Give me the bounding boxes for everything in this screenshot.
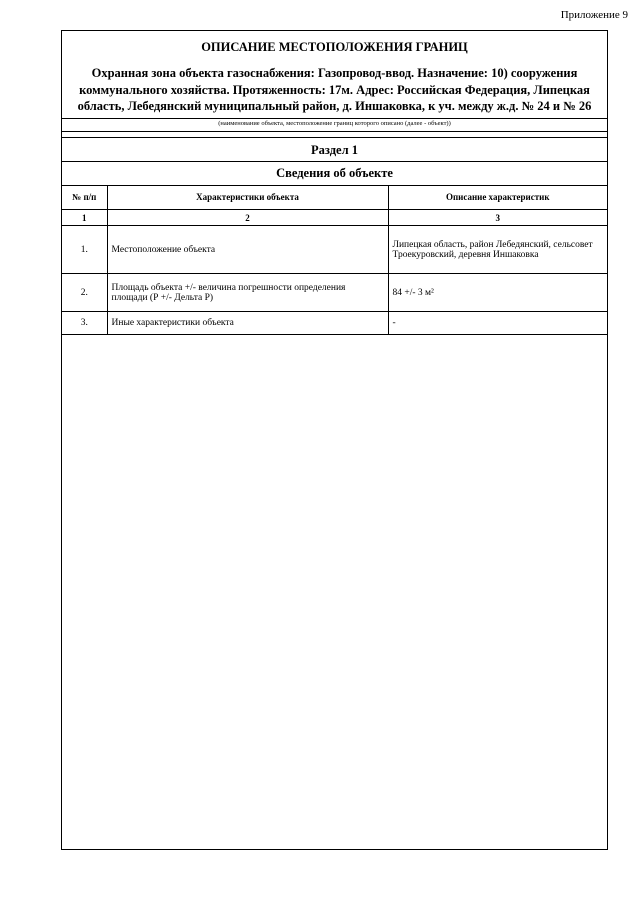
header-characteristic: Характеристики объекта — [107, 186, 388, 210]
row-characteristic: Площадь объекта +/- величина погрешности определения площади (Р +/- Дельта Р) — [107, 274, 388, 312]
object-subject: Охранная зона объекта газоснабжения: Газопровод-ввод. Назначение: 10) сооружения коммунального хозяйства. Протяженность: 17м. Адрес: Российская Федерация, Липецкая область, Лебедянский муниципальный район, д. Иншаковка, к уч. между ж.д. № 24 и № 26 — [77, 66, 592, 113]
table-row — [62, 226, 607, 274]
column-number: 1 — [62, 210, 107, 226]
row-num: 2. — [62, 274, 107, 312]
header-description: Описание характеристик — [388, 186, 607, 210]
row-characteristic: Местоположение объекта — [107, 226, 388, 274]
table-row — [62, 274, 607, 312]
column-number: 2 — [107, 210, 388, 226]
section-subtitle: Сведения об объекте — [62, 162, 607, 186]
header-num: № п/п — [62, 186, 107, 210]
row-num: 3. — [62, 312, 107, 335]
row-description: - — [388, 312, 607, 335]
document-frame — [61, 30, 608, 850]
row-description: Липецкая область, район Лебедянский, сельсовет Троекуровский, деревня Иншаковка — [388, 226, 607, 274]
table-header-row — [62, 186, 607, 210]
row-description: 84 +/- 3 м² — [388, 274, 607, 312]
object-info-table — [62, 186, 607, 336]
row-num: 1. — [62, 226, 107, 274]
section-title: Раздел 1 — [62, 137, 607, 162]
row-characteristic: Иные характеристики объекта — [107, 312, 388, 335]
column-number-row — [62, 210, 607, 226]
appendix-label: Приложение 9 — [560, 9, 628, 21]
table-row — [62, 312, 607, 335]
document-title: ОПИСАНИЕ МЕСТОПОЛОЖЕНИЯ ГРАНИЦ — [201, 40, 468, 54]
column-number: 3 — [388, 210, 607, 226]
subject-note: (наименование объекта, местоположение границ которого описано (далее - объект)) — [62, 118, 607, 132]
